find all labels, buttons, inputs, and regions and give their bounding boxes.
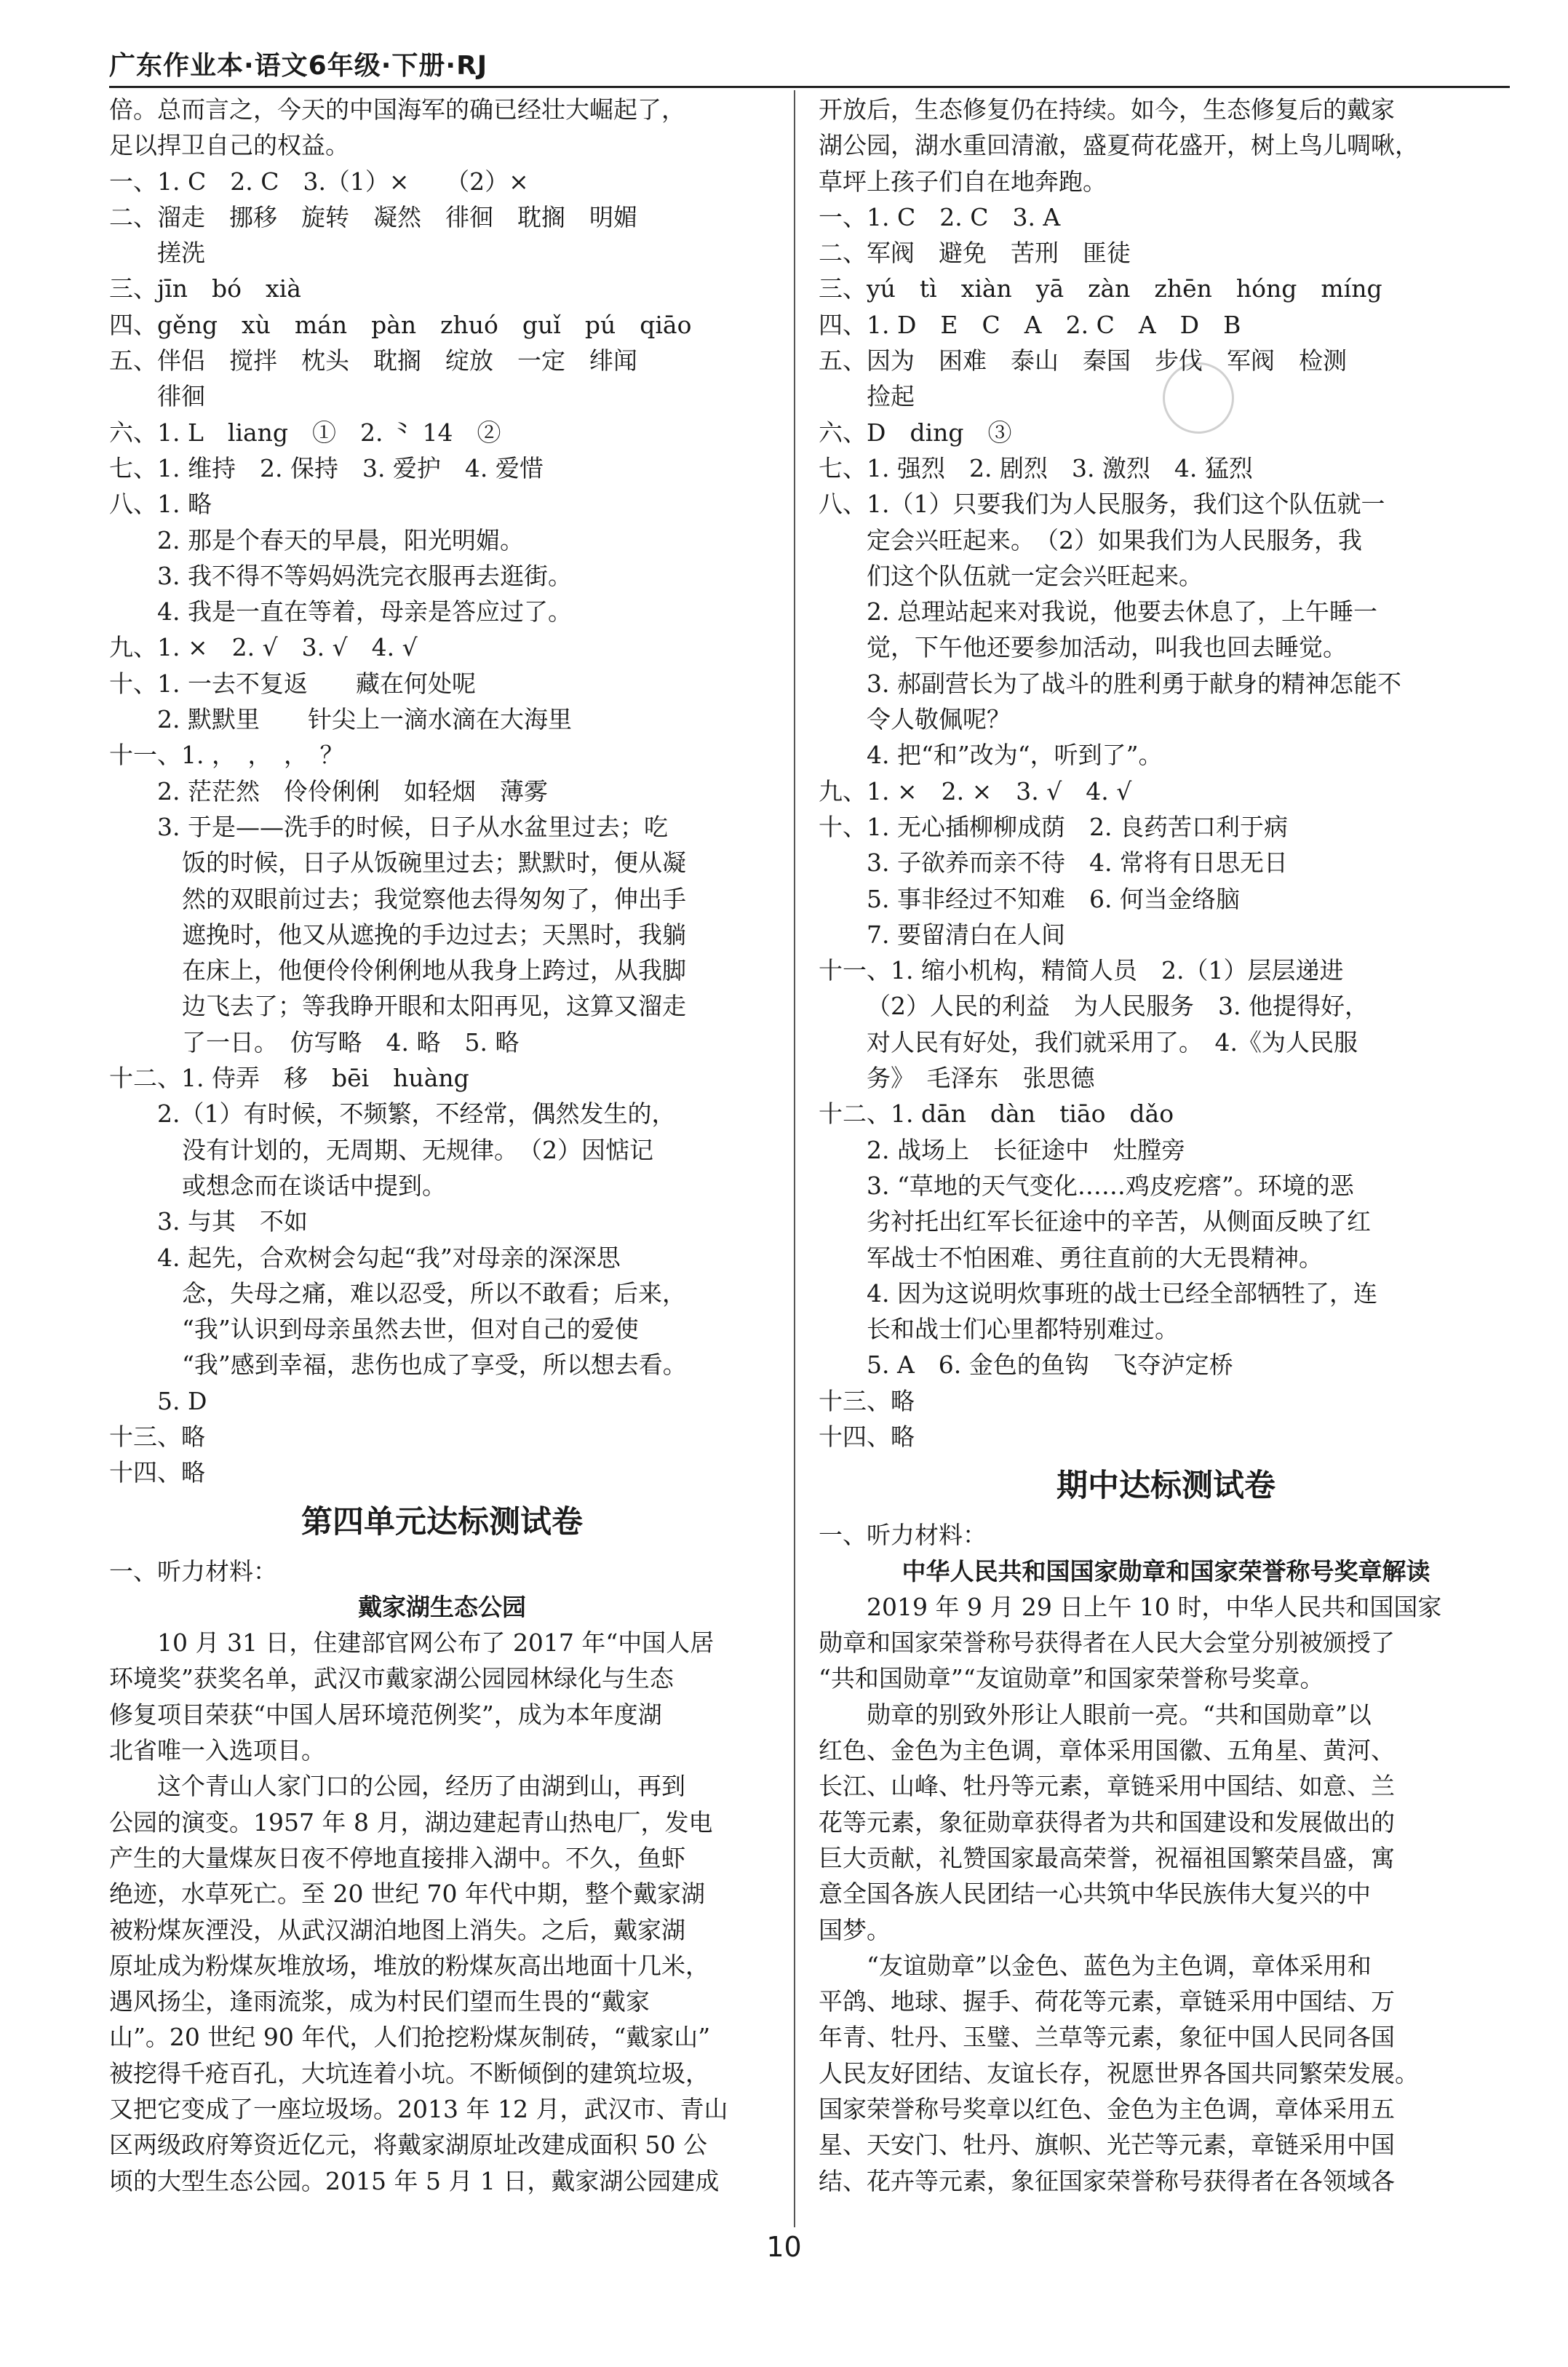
left-text-line: 5. D [157,1386,207,1415]
left-text-line: 绝迹，水草死亡。至 20 世纪 70 年代中期，整个戴家湖 [109,1879,705,1909]
right-text-line: 三、yú tì xiàn yā zàn zhēn hóng míng [819,274,1382,303]
left-column [109,92,775,2199]
left-text-line: “我”认识到母亲虽然去世，但对自己的爱使 [182,1315,639,1344]
left-text-line: 徘徊 [157,382,205,411]
article-title: 中华人民共和国国家勋章和国家荣誉称号奖章解读 [902,1556,1430,1586]
right-text-line: 定会兴旺起来。 （2）如果我们为人民服务，我 [867,525,1362,554]
left-text-line: 4. 起先，合欢树会勾起“我”对母亲的深深思 [157,1243,621,1272]
left-text-line: 3. 与其 不如 [157,1207,308,1236]
right-text-line: 红色、金色为主色调，章体采用国徽、五角星、黄河、 [819,1736,1395,1765]
left-text-line: 公园的演变。1957 年 8 月，湖边建起青山热电厂，发电 [109,1807,713,1837]
right-text-line: 5. 事非经过不知难 6. 何当金络脑 [867,884,1240,913]
right-text-line: 令人敬佩呢？ [867,705,1011,734]
left-text-line: 边飞去了；等我睁开眼和太阳再见，这算又溜走 [182,992,686,1021]
right-text-line: 七、1. 强烈 2. 剧烈 3. 激烈 4. 猛烈 [819,453,1253,482]
right-text-line: 草坪上孩子们自在地奔跑。 [819,167,1107,196]
right-text-line: 对人民有好处，我们就采用了。 4.《为人民服 [867,1027,1358,1057]
right-text-line: 意全国各族人民团结一心共筑中华民族伟大复兴的中 [819,1879,1371,1909]
left-text-line: 山”。20 世纪 90 年代，人们抢挖粉煤灰制砖，“戴家山” [109,2023,711,2052]
left-text-line: 4. 我是一直在等着，母亲是答应过了。 [157,597,572,626]
right-text-line: 十四、略 [819,1422,915,1451]
right-text-line: 一、1. C 2. C 3. A [819,202,1061,231]
left-text-line: 被挖得千疮百孔，大坑连着小坑。不断倾倒的建筑垃圾， [109,2058,709,2088]
right-text-line: 开放后，生态修复仍在持续。如今，生态修复后的戴家 [819,95,1395,124]
right-text-line: 5. A 6. 金色的鱼钩 飞夺泸定桥 [867,1350,1233,1380]
right-text-line: 4. 把“和”改为“，听到了”。 [867,741,1163,770]
column-divider [794,90,795,2227]
right-text-line: 3. “草地的天气变化……鸡皮疙瘩”。环境的恶 [867,1171,1354,1200]
right-text-line: 3. 郝副营长为了战斗的胜利勇于献身的精神怎能不 [867,669,1401,698]
right-text-line: 六、D ding ③ [819,418,1012,447]
left-text-line: 倍。总而言之，今天的中国海军的确已经壮大崛起了， [109,95,685,124]
right-text-line: 九、1. × 2. × 3. √ 4. √ [819,776,1132,805]
left-text-line: 九、1. × 2. √ 3. √ 4. √ [109,633,418,662]
left-text-line: 十一、1. ， ， ， ？ [109,741,344,770]
right-text-line: 劣衬托出红军长征途中的辛苦，从侧面反映了红 [867,1207,1371,1236]
left-text-line: 原址成为粉煤灰堆放场，堆放的粉煤灰高出地面十几米， [109,1951,709,1980]
left-text-line: 足以捍卫自己的权益。 [109,131,349,160]
right-text-line: 国梦。 [819,1915,891,1944]
right-text-line: 年青、牡丹、玉璧、兰草等元素，象征中国人民同各国 [819,2023,1395,2052]
right-text-line: 花等元素，象征勋章获得者为共和国建设和发展做出的 [819,1807,1395,1837]
left-text-line: 遇风扬尘，逢雨流浆，成为村民们望而生畏的“戴家 [109,1987,650,2016]
left-text-line: 饭的时候，日子从饭碗里过去；默默时，便从凝 [182,848,686,878]
right-text-line: 巨大贡献，礼赞国家最高荣誉，祝福祖国繁荣昌盛，寓 [819,1843,1395,1872]
page-number: 10 [766,2231,802,2263]
section-title: 期中达标测试卷 [1056,1468,1276,1505]
left-text-line: 环境奖”获奖名单，武汉市戴家湖公园园林绿化与生态 [109,1664,674,1693]
left-text-line: 10 月 31 日，住建部官网公布了 2017 年“中国人居 [157,1628,715,1658]
left-text-line: 区两级政府筹资近亿元，将戴家湖原址改建成面积 50 公 [109,2131,707,2160]
left-text-line: 四、gěng xù mán pàn zhuó guǐ pú qiāo [109,310,692,339]
left-text-line: 十三、略 [109,1422,205,1451]
left-text-line: “我”感到幸福，悲伤也成了享受，所以想去看。 [182,1350,687,1380]
right-text-line: “友谊勋章”以金色、蓝色为主色调，章体采用和 [867,1951,1372,1980]
left-text-line: 又把它变成了一座垃圾场。2013 年 12 月，武汉市、青山 [109,2095,728,2124]
right-text-line: 五、因为 困难 泰山 秦国 步伐 军阀 检测 [819,346,1347,375]
left-text-line: 或想念而在谈话中提到。 [182,1171,446,1200]
left-text-line: 二、溜走 挪移 旋转 凝然 徘徊 耽搁 明媚 [109,202,637,231]
right-text-line: 们这个队伍就一定会兴旺起来。 [867,561,1203,590]
left-text-line: 北省唯一入选项目。 [109,1736,325,1765]
left-text-line: 遮挽时，他又从遮挽的手边过去；天黑时，我躺 [182,920,686,949]
right-text-line: 勋章的别致外形让人眼前一亮。“共和国勋章”以 [867,1700,1372,1729]
right-text-line: 4. 因为这说明炊事班的战士已经全部牺牲了，连 [867,1278,1377,1308]
right-text-line: 觉，下午他还要参加活动，叫我也回去睡觉。 [867,633,1347,662]
right-text-line: 国家荣誉称号奖章以红色、金色为主色调，章体采用五 [819,2095,1395,2124]
left-text-line: 三、jīn bó xià [109,274,301,303]
right-text-line: 星、天安门、牡丹、旗帜、光芒等元素，章链采用中国 [819,2131,1395,2160]
right-column [819,92,1513,2199]
left-text-line: 2.（1）有时候，不频繁，不经常，偶然发生的， [157,1099,676,1129]
right-text-line: 十、1. 无心插柳柳成荫 2. 良药苦口利于病 [819,812,1288,841]
right-text-line: “共和国勋章”“友谊勋章”和国家荣誉称号奖章。 [819,1664,1324,1693]
left-text-line: 十、1. 一去不复返 藏在何处呢 [109,669,476,698]
left-text-line: 念，失母之痛，难以忍受，所以不敢看；后来， [182,1278,686,1308]
left-text-line: 了一日。 仿写略 4. 略 5. 略 [182,1027,520,1057]
left-text-line: 修复项目荣获“中国人居环境范例奖”，成为本年度湖 [109,1700,662,1729]
right-text-line: 3. 子欲养而亲不待 4. 常将有日思无日 [867,848,1288,878]
right-text-line: 勋章和国家荣誉称号获得者在人民大会堂分别被颁授了 [819,1628,1395,1658]
right-text-line: 2. 战场上 长征途中 灶膛旁 [867,1135,1185,1164]
right-text-line: 7. 要留清白在人间 [867,920,1065,949]
right-text-line: 捡起 [867,382,915,411]
right-text-line: （2）人民的利益 为人民服务 3. 他提得好， [867,992,1369,1021]
left-text-line: 搓洗 [157,239,205,268]
right-text-line: 2019 年 9 月 29 日上午 10 时，中华人民共和国国家 [867,1592,1442,1621]
right-text-line: 十一、1. 缩小机构，精简人员 2.（1）层层递进 [819,956,1344,985]
right-text-line: 长江、山峰、牡丹等元素，章链采用中国结、如意、兰 [819,1772,1395,1801]
left-text-line: 十四、略 [109,1458,205,1487]
left-text-line: 顷的大型生态公园。2015 年 5 月 1 日，戴家湖公园建成 [109,2166,720,2195]
left-text-line: 这个青山人家门口的公园，经历了由湖到山，再到 [157,1772,685,1801]
right-text-line: 湖公园，湖水重回清澈，盛夏荷花盛开，树上鸟儿啁啾， [819,131,1419,160]
right-text-line: 四、1. D E C A 2. C A D B [819,310,1241,339]
right-text-line: 2. 总理站起来对我说，他要去休息了，上午睡一 [867,597,1377,626]
right-text-line: 长和战士们心里都特别难过。 [867,1315,1179,1344]
right-text-line: 十三、略 [819,1386,915,1415]
left-text-line: 六、1. L liang ① 2. ⺀ 14 ② [109,418,501,447]
right-text-line: 二、军阀 避免 苦刑 匪徒 [819,239,1131,268]
left-text-line: 2. 默默里 针尖上一滴水滴在大海里 [157,705,572,734]
left-text-line: 3. 我不得不等妈妈洗完衣服再去逛街。 [157,561,572,590]
left-text-line: 3. 于是——洗手的时候，日子从水盆里过去；吃 [157,812,668,841]
header-rule [109,86,1510,88]
left-text-line: 五、伴侣 搅拌 枕头 耽搁 绽放 一定 绯闻 [109,346,637,375]
left-text-line: 产生的大量煤灰日夜不停地直接排入湖中。不久，鱼虾 [109,1843,685,1872]
right-text-line: 一、听力材料： [819,1521,987,1550]
left-text-line: 一、听力材料： [109,1556,277,1586]
left-text-line: 没有计划的，无周期、无规律。 （2）因惦记 [182,1135,653,1164]
article-title: 戴家湖生态公园 [358,1592,526,1621]
right-text-line: 十二、1. dān dàn tiāo dǎo [819,1099,1174,1129]
section-title: 第四单元达标测试卷 [301,1503,583,1540]
page-header: 广东作业本·语文6年级·下册·RJ [109,51,488,81]
right-text-line: 务》 毛泽东 张思德 [867,1064,1095,1093]
left-text-line: 十二、1. 侍弄 移 bēi huàng [109,1064,469,1093]
right-text-line: 平鸽、地球、握手、荷花等元素，章链采用中国结、万 [819,1987,1395,2016]
left-text-line: 然的双眼前过去；我觉察他去得匆匆了，伸出手 [182,884,686,913]
left-text-line: 七、1. 维持 2. 保持 3. 爱护 4. 爱惜 [109,453,544,482]
left-text-line: 八、1. 略 [109,490,212,519]
left-text-line: 在床上，他便伶伶俐俐地从我身上跨过，从我脚 [182,956,686,985]
left-text-line: 被粉煤灰湮没，从武汉湖泊地图上消失。之后，戴家湖 [109,1915,685,1944]
right-text-line: 结、花卉等元素，象征国家荣誉称号获得者在各领域各 [819,2166,1395,2195]
left-text-line: 一、1. C 2. C 3.（1）× （2）× [109,167,529,196]
right-text-line: 军战士不怕困难、勇往直前的大无畏精神。 [867,1243,1323,1272]
right-text-line: 八、1.（1）只要我们为人民服务，我们这个队伍就一 [819,490,1385,519]
left-text-line: 2. 茫茫然 伶伶俐俐 如轻烟 薄雾 [157,776,548,805]
right-text-line: 人民友好团结、友谊长存，祝愿世界各国共同繁荣发展。 [819,2058,1419,2088]
left-text-line: 2. 那是个春天的早晨，阳光明媚。 [157,525,524,554]
